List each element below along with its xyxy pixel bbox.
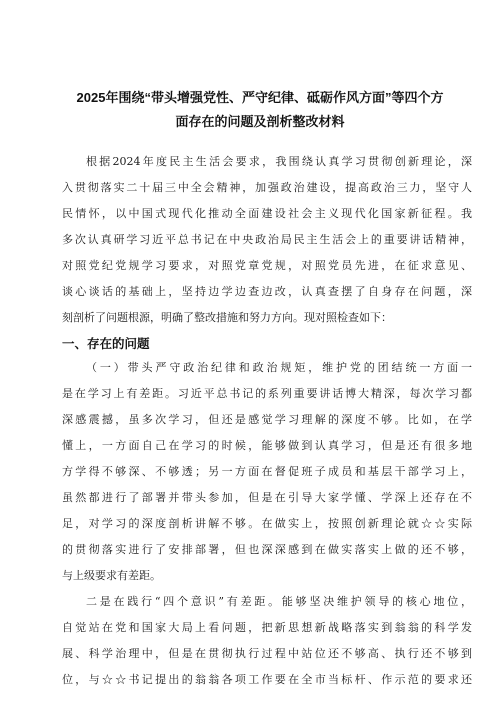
paragraph-line: （一）带头严守政治纪律和政治规矩，维护党的团结统一方面一 <box>86 361 472 374</box>
paragraph-line: 展、科学治理中，但是在贯彻执行过程中站位还不够高、执行还不够到 <box>62 647 472 660</box>
paragraph-line: 懂上，一方面自己在学习的时候，能够做到认真学习，但是还有很多地 <box>62 439 472 452</box>
paragraph-line: 自觉站在党和国家大局上看问题，把新思想新战略落实到翁翁的科学发 <box>62 621 472 634</box>
paragraph-line: 位，与☆☆书记提出的翁翁各项工作要在全市当标杆、作示范的要求还 <box>62 673 472 686</box>
paragraph-line: 民情怀，以中国式现代化推动全面建设社会主义现代化国家新征程。我 <box>62 207 472 220</box>
section-heading: 一、存在的问题 <box>62 337 150 351</box>
document-title-line-2: 面存在的问题及剖析整改材料 <box>175 114 345 129</box>
paragraph-line: 谈心谈话的基础上，坚持边学边查边改，认真查摆了自身存在问题，深 <box>62 285 472 298</box>
paragraph-line: 的贯彻落实进行了安排部署，但也深深感到在做实落实上做的还不够， <box>62 543 472 556</box>
paragraph-line: 对照党纪党规学习要求，对照党章党规，对照党员先进，在征求意见、 <box>62 259 472 272</box>
paragraph-line: 二是在践行“四个意识”有差距。能够坚决维护领导的核心地位， <box>86 595 472 608</box>
paragraph-line: 入贯彻落实二十届三中全会精神，加强政治建设，提高政治三力，坚守人 <box>62 181 472 194</box>
paragraph-line: 根据2024年度民主生活会要求，我围绕认真学习贯彻创新理论，深 <box>86 155 472 168</box>
paragraph-line: 多次认真研学习近平总书记在中央政治局民主生活会上的重要讲话精神， <box>62 233 472 246</box>
paragraph-line: 深感震撼，虽多次学习，但还是感觉学习理解的深度不够。比如，在学 <box>62 413 472 426</box>
paragraph-line: 是在学习上有差距。习近平总书记的系列重要讲话博大精深，每次学习都 <box>62 387 472 400</box>
paragraph-line: 虽然都进行了部署并带头参加，但是在引导大家学懂、学深上还存在不 <box>62 491 472 504</box>
paragraph-line: 方学得不够深、不够透；另一方面在督促班子成员和基层干部学习上， <box>62 465 472 478</box>
document-title-line-1: 2025年围绕“带头增强党性、严守纪律、砥砺作风方面”等四个方 <box>76 90 444 105</box>
paragraph-line: 与上级要求有差距。 <box>62 569 161 582</box>
paragraph-line: 足，对学习的深度剖析讲解不够。在做实上，按照创新理论就☆☆实际 <box>62 517 472 530</box>
paragraph-line: 刻剖析了问题根源，明确了整改措施和努力方向。现对照检查如下： <box>62 311 392 324</box>
